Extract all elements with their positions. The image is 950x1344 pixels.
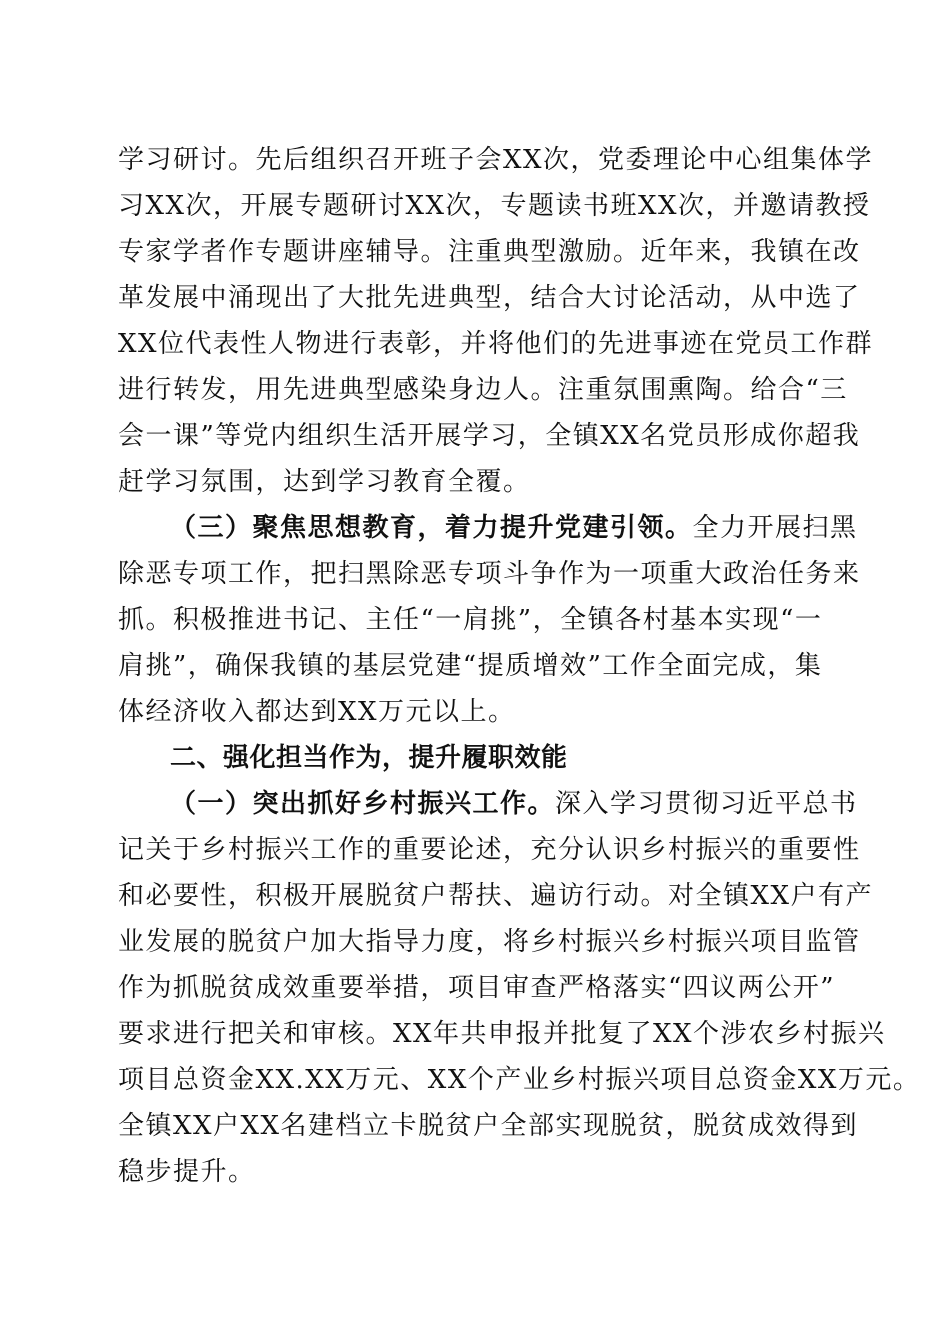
body-text-line: 专家学者作专题讲座辅导。注重典型激励。近年来，我镇在改 — [118, 237, 861, 267]
body-text-line: 除恶专项工作，把扫黑除恶专项斗争作为一项重大政治任务来 — [118, 559, 861, 589]
body-text-line: 稳步提升。 — [118, 1157, 256, 1187]
body-text-line: XX位代表性人物进行表彰，并将他们的先进事迹在党员工作群 — [118, 329, 874, 359]
subsection-heading-3: （三）聚焦思想教育，着力提升党建引领。 — [170, 513, 693, 543]
subsection-paragraph-first-line — [170, 511, 890, 545]
body-text-line: 肩挑”，确保我镇的基层党建“提质增效”工作全面完成，集 — [118, 651, 823, 681]
body-text-line: 抓。积极推进书记、主任“一肩挑”，全镇各村基本实现“一 — [118, 605, 823, 635]
subsection-paragraph-first-line — [170, 787, 890, 821]
body-text-span: 深入学习贯彻习近平总书 — [555, 789, 858, 819]
body-text-line: 要求进行把关和审核。XX年共申报并批复了XX个涉农乡村振兴 — [118, 1019, 886, 1049]
body-text-line: 全镇XX户XX名建档立卡脱贫户全部实现脱贫，脱贫成效得到 — [118, 1111, 859, 1141]
body-text-line: 体经济收入都达到XX万元以上。 — [118, 697, 516, 727]
body-text-line: 作为抓脱贫成效重要举措，项目审查严格落实“四议两公开” — [118, 973, 836, 1003]
body-text-line: 进行转发，用先进典型感染身边人。注重氛围熏陶。给合“三 — [118, 375, 848, 405]
body-text-line: 赶学习氛围，达到学习教育全覆。 — [118, 467, 531, 497]
body-text-line: 学习研讨。先后组织召开班子会XX次，党委理论中心组集体学 — [118, 145, 874, 175]
body-text-line: 会一课”等党内组织生活开展学习，全镇XX名党员形成你超我 — [118, 421, 861, 451]
body-text-line: 项目总资金XX.XX万元、XX个产业乡村振兴项目总资金XX万元。 — [118, 1065, 921, 1095]
body-text-line: 记关于乡村振兴工作的重要论述，充分认识乡村振兴的重要性 — [118, 835, 861, 865]
subsection-heading-1: （一）突出抓好乡村振兴工作。 — [170, 789, 556, 819]
body-text-line: 和必要性，积极开展脱贫户帮扶、遍访行动。对全镇XX户有产 — [118, 881, 874, 911]
body-text-line: 习XX次，开展专题研讨XX次，专题读书班XX次，并邀请教授 — [118, 191, 871, 221]
body-text-line: 业发展的脱贫户加大指导力度，将乡村振兴乡村振兴项目监管 — [118, 927, 861, 957]
body-text-span: 全力开展扫黑 — [692, 513, 858, 543]
section-heading-2: 二、强化担当作为，提升履职效能 — [170, 743, 568, 773]
body-text-line: 革发展中涌现出了大批先进典型，结合大讨论活动，从中选了 — [118, 283, 861, 313]
